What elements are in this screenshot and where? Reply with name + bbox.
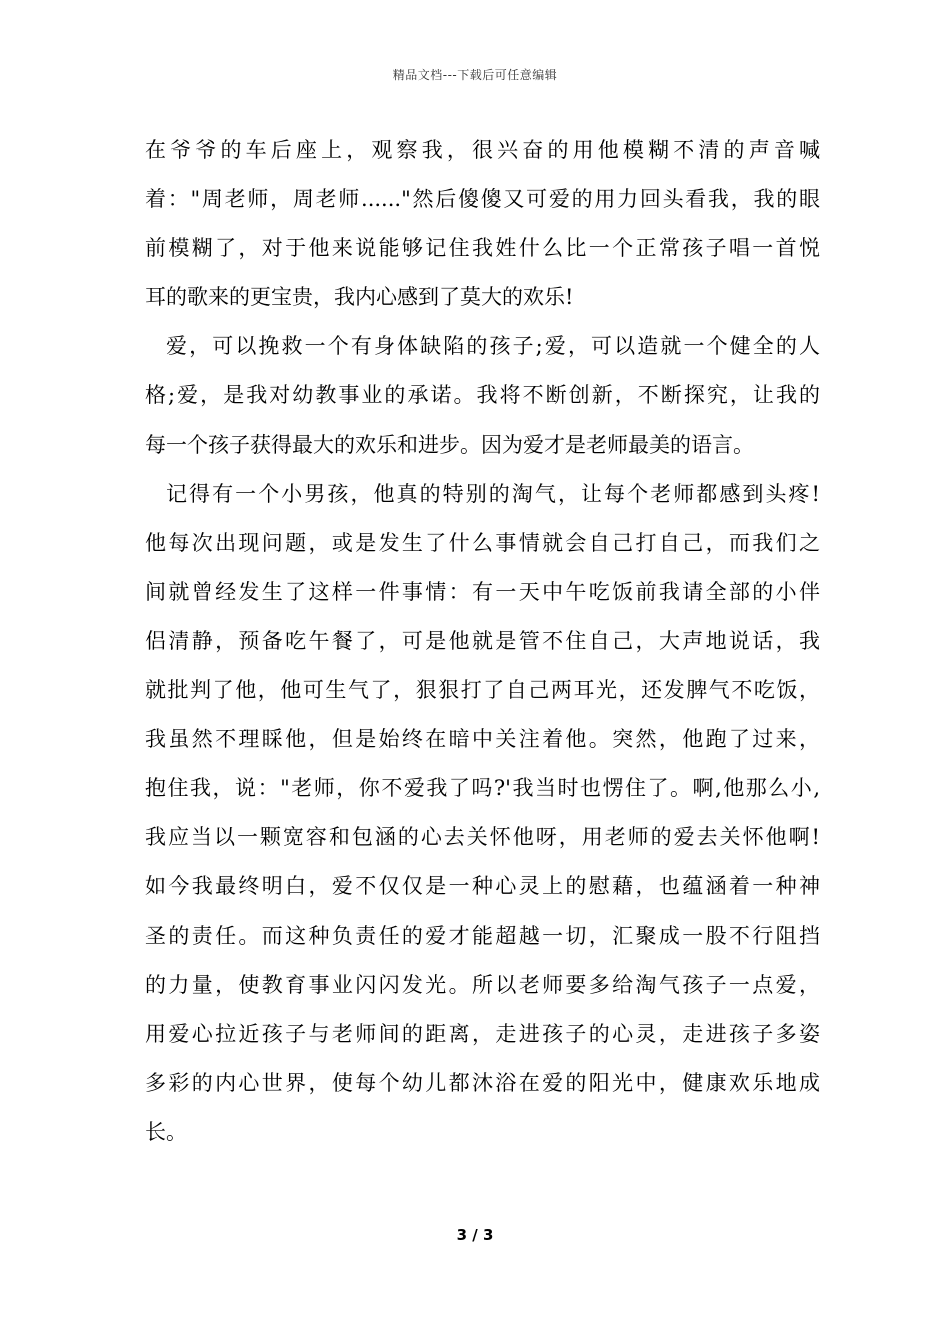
text-line: 前模糊了，对于他来说能够记住我姓什么比一个正常孩子唱一首悦: [145, 236, 820, 261]
text-line: 圣的责任。而这种负责任的爱才能超越一切，汇聚成一股不行阻挡: [145, 923, 820, 948]
text-line: 如今我最终明白，爱不仅仅是一种心灵上的慰藉，也蕴涵着一种神: [145, 874, 820, 899]
text-line: 间就曾经发生了这样一件事情：有一天中午吃饭前我请全部的小伴: [145, 579, 820, 604]
text-line: 长。: [145, 1119, 187, 1144]
paragraph: [145, 126, 820, 322]
text-line: 爱，可以挽救一个有身体缺陷的孩子;爱，可以造就一个健全的人: [166, 334, 820, 359]
page-number: 3 / 3: [456, 1226, 494, 1244]
text-line: 耳的歌来的更宝贵，我内心感到了莫大的欢乐!: [145, 285, 574, 310]
text-line: 在爷爷的车后座上，观察我，很兴奋的用他模糊不清的声音喊: [145, 138, 820, 162]
text-line: 每一个孩子获得最大的欢乐和进步。因为爱才是老师最美的语言。: [145, 432, 754, 457]
document-body: [145, 126, 820, 1157]
text-line: 记得有一个小男孩，他真的特别的淘气，让每个老师都感到头疼!: [166, 481, 820, 506]
text-line: 就批判了他，他可生气了，狠狠打了自己两耳光，还发脾气不吃饭，: [145, 678, 820, 703]
text-line: 抱住我，说："老师，你不爱我了吗?'我当时也愣住了。啊,他那么小,: [145, 776, 820, 801]
text-line: 我应当以一颗宽容和包涵的心去关怀他呀，用老师的爱去关怀他啊!: [145, 825, 820, 850]
text-line: 我虽然不理睬他，但是始终在暗中关注着他。突然，他跑了过来，: [145, 727, 820, 752]
text-line: 他每次出现问题，或是发生了什么事情就会自己打自己，而我们之: [145, 530, 820, 555]
text-line: 用爱心拉近孩子与老师间的距离，走进孩子的心灵，走进孩子多姿: [145, 1021, 820, 1046]
text-line: 侣清静，预备吃午餐了，可是他就是管不住自己，大声地说话，我: [145, 628, 820, 653]
text-line: 多彩的内心世界，使每个幼儿都沐浴在爱的阳光中，健康欢乐地成: [145, 1070, 820, 1095]
text-line: 着："周老师，周老师......"然后傻傻又可爱的用力回头看我，我的眼: [145, 187, 820, 212]
paragraph: [145, 322, 820, 469]
page-header: 精品文档---下载后可任意编辑: [392, 68, 558, 82]
text-line: 格;爱，是我对幼教事业的承诺。我将不断创新，不断探究，让我的: [145, 383, 820, 408]
paragraph: [145, 470, 820, 1157]
text-line: 的力量，使教育事业闪闪发光。所以老师要多给淘气孩子一点爱，: [145, 972, 820, 997]
